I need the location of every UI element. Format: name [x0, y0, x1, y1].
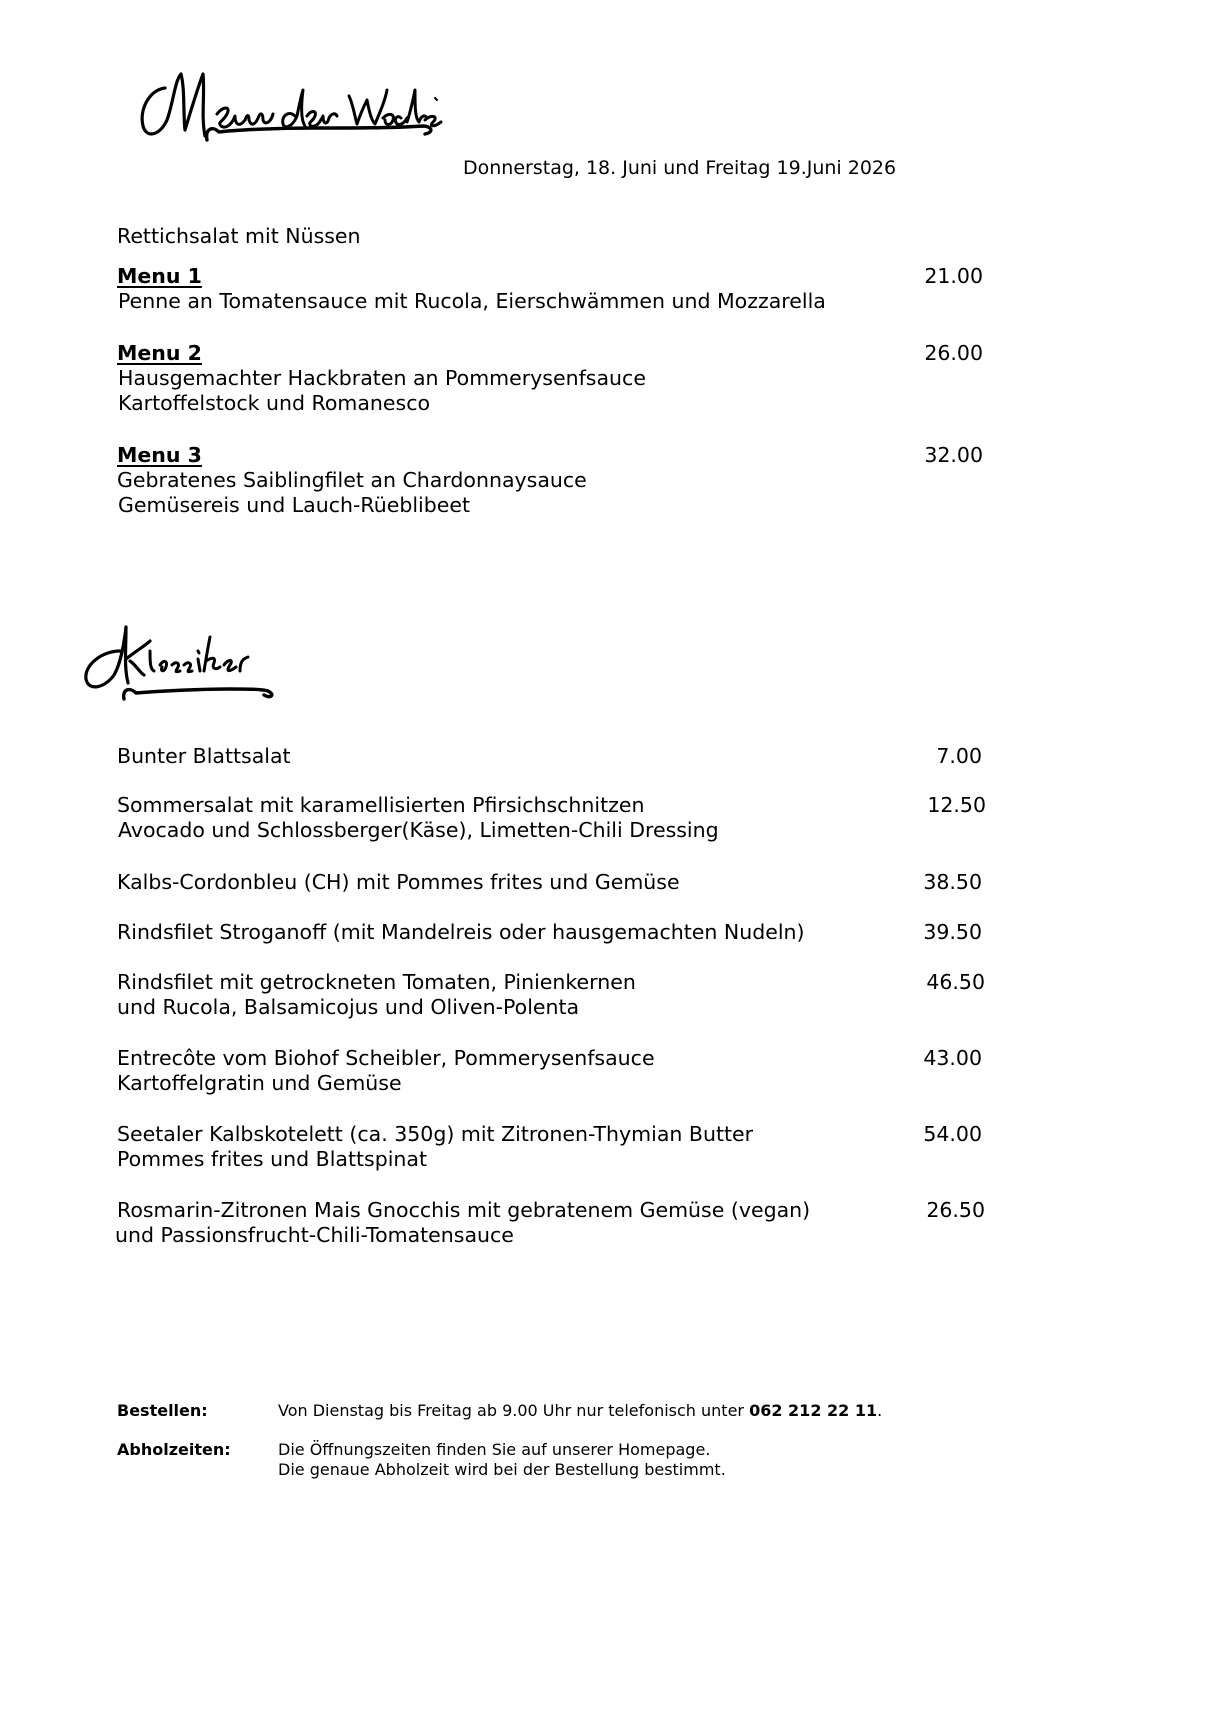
order-label: Bestellen:	[117, 1401, 208, 1420]
classic-8-line-1: Rosmarin-Zitronen Mais Gnocchis mit gebratenem Gemüse (vegan)	[117, 1198, 811, 1222]
classic-6-price: 43.00	[923, 1046, 982, 1070]
classic-6-line-1: Entrecôte vom Biohof Scheibler, Pommerysenfsauce	[117, 1046, 655, 1070]
classic-2-line-1: Sommersalat mit karamellisierten Pfirsichschnitzen	[117, 793, 645, 817]
order-text-end: .	[877, 1401, 883, 1420]
menu-3-title: Menu 3	[117, 443, 202, 467]
classic-2-line-2: Avocado und Schlossberger(Käse), Limetten-Chili Dressing	[118, 818, 719, 842]
classic-3-price: 38.50	[923, 870, 982, 894]
menu-3-line-2: Gemüsereis und Lauch-Rüeblibeet	[118, 493, 470, 517]
menu-1-title: Menu 1	[117, 264, 202, 288]
classic-7-line-1: Seetaler Kalbskotelett (ca. 350g) mit Zitronen-Thymian Butter	[117, 1122, 754, 1146]
menu-2-line-2: Kartoffelstock und Romanesco	[118, 391, 431, 415]
klassiker-script-logo	[80, 615, 290, 705]
classic-4-price: 39.50	[923, 920, 982, 944]
menu-2-line-1: Hausgemachter Hackbraten an Pommerysenfsauce	[118, 366, 646, 390]
classic-5-line-1: Rindsfilet mit getrockneten Tomaten, Pinienkernen	[117, 970, 636, 994]
menu-2-price: 26.00	[924, 341, 983, 365]
classic-7-price: 54.00	[923, 1122, 982, 1146]
order-text	[278, 1401, 882, 1421]
menu-der-woche-script-logo	[135, 60, 445, 155]
pickup-line-2: Die genaue Abholzeit wird bei der Bestellung bestimmt.	[278, 1460, 726, 1479]
order-text-main: Von Dienstag bis Freitag ab 9.00 Uhr nur telefonisch unter	[278, 1401, 750, 1420]
order-phone: 062 212 22 11	[749, 1401, 878, 1420]
weekly-starter: Rettichsalat mit Nüssen	[117, 224, 361, 248]
classic-8-line-2: und Passionsfrucht-Chili-Tomatensauce	[115, 1223, 514, 1247]
menu-2-title: Menu 2	[117, 341, 202, 365]
classic-1-price: 7.00	[936, 744, 982, 768]
classic-2-price: 12.50	[927, 793, 986, 817]
classic-7-line-2: Pommes frites und Blattspinat	[117, 1147, 428, 1171]
classic-3-line-1: Kalbs-Cordonbleu (CH) mit Pommes frites und Gemüse	[117, 870, 680, 894]
classic-5-price: 46.50	[926, 970, 985, 994]
classic-6-line-2: Kartoffelgratin und Gemüse	[117, 1071, 402, 1095]
classic-5-line-2: und Rucola, Balsamicojus und Oliven-Polenta	[117, 995, 580, 1019]
pickup-line-1: Die Öffnungszeiten finden Sie auf unserer Homepage.	[278, 1440, 711, 1459]
menu-1-price: 21.00	[924, 264, 983, 288]
pickup-label: Abholzeiten:	[117, 1440, 231, 1459]
classic-8-price: 26.50	[926, 1198, 985, 1222]
menu-1-line-1: Penne an Tomatensauce mit Rucola, Eierschwämmen und Mozzarella	[118, 289, 826, 313]
classic-4-line-1: Rindsfilet Stroganoff (mit Mandelreis oder hausgemachten Nudeln)	[117, 920, 805, 944]
classic-1-line-1: Bunter Blattsalat	[117, 744, 291, 768]
menu-3-line-1: Gebratenes Saiblingfilet an Chardonnaysauce	[117, 468, 587, 492]
menu-3-price: 32.00	[924, 443, 983, 467]
date-line: Donnerstag, 18. Juni und Freitag 19.Juni 2026	[463, 157, 897, 179]
